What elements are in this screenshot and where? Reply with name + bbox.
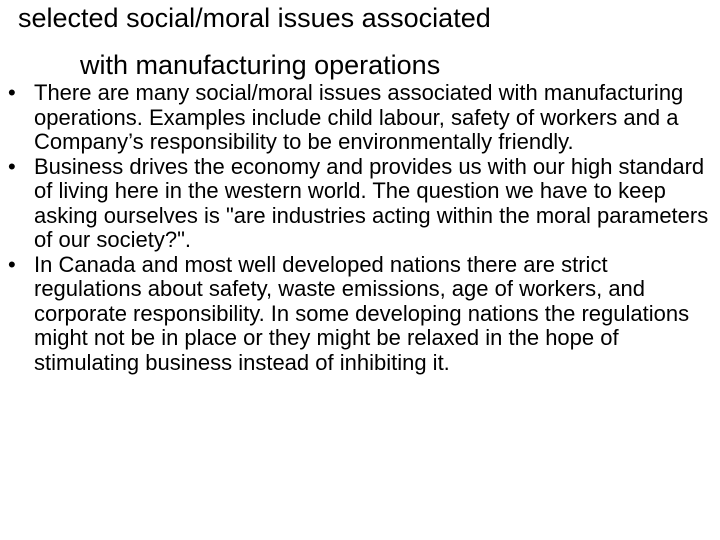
bullet-item-3 — [8, 253, 716, 376]
bullet-text-2: Business drives the economy and provides us with our high standard of living here in the western world. The question we have to keep asking ourselves is "are industries acting within the moral parameters of our society?". — [34, 153, 709, 252]
title-line-2: with manufacturing operations — [80, 50, 441, 80]
slide-title — [0, 2, 720, 81]
bullet-icon: • — [8, 251, 16, 277]
bullet-text-1: There are many social/moral issues associated with manufacturing operations. Examples include child labour, safety of workers and a Company’s responsibility to be environmentally friendly. — [34, 80, 684, 154]
bullet-icon: • — [8, 153, 16, 179]
title-line-1: selected social/moral issues associated — [18, 3, 491, 33]
bullet-icon: • — [8, 80, 16, 105]
bullet-item-2 — [8, 155, 716, 253]
bullet-text-3: In Canada and most well developed nations there are strict regulations about safety, waste emissions, age of workers, and corporate responsibility. In some developing nations the regulations might not be in place or they might be relaxed in the hope of stimulating business instead of inhibiting it. — [34, 251, 690, 375]
bullet-item-1 — [8, 81, 716, 155]
bullet-list — [8, 81, 716, 375]
